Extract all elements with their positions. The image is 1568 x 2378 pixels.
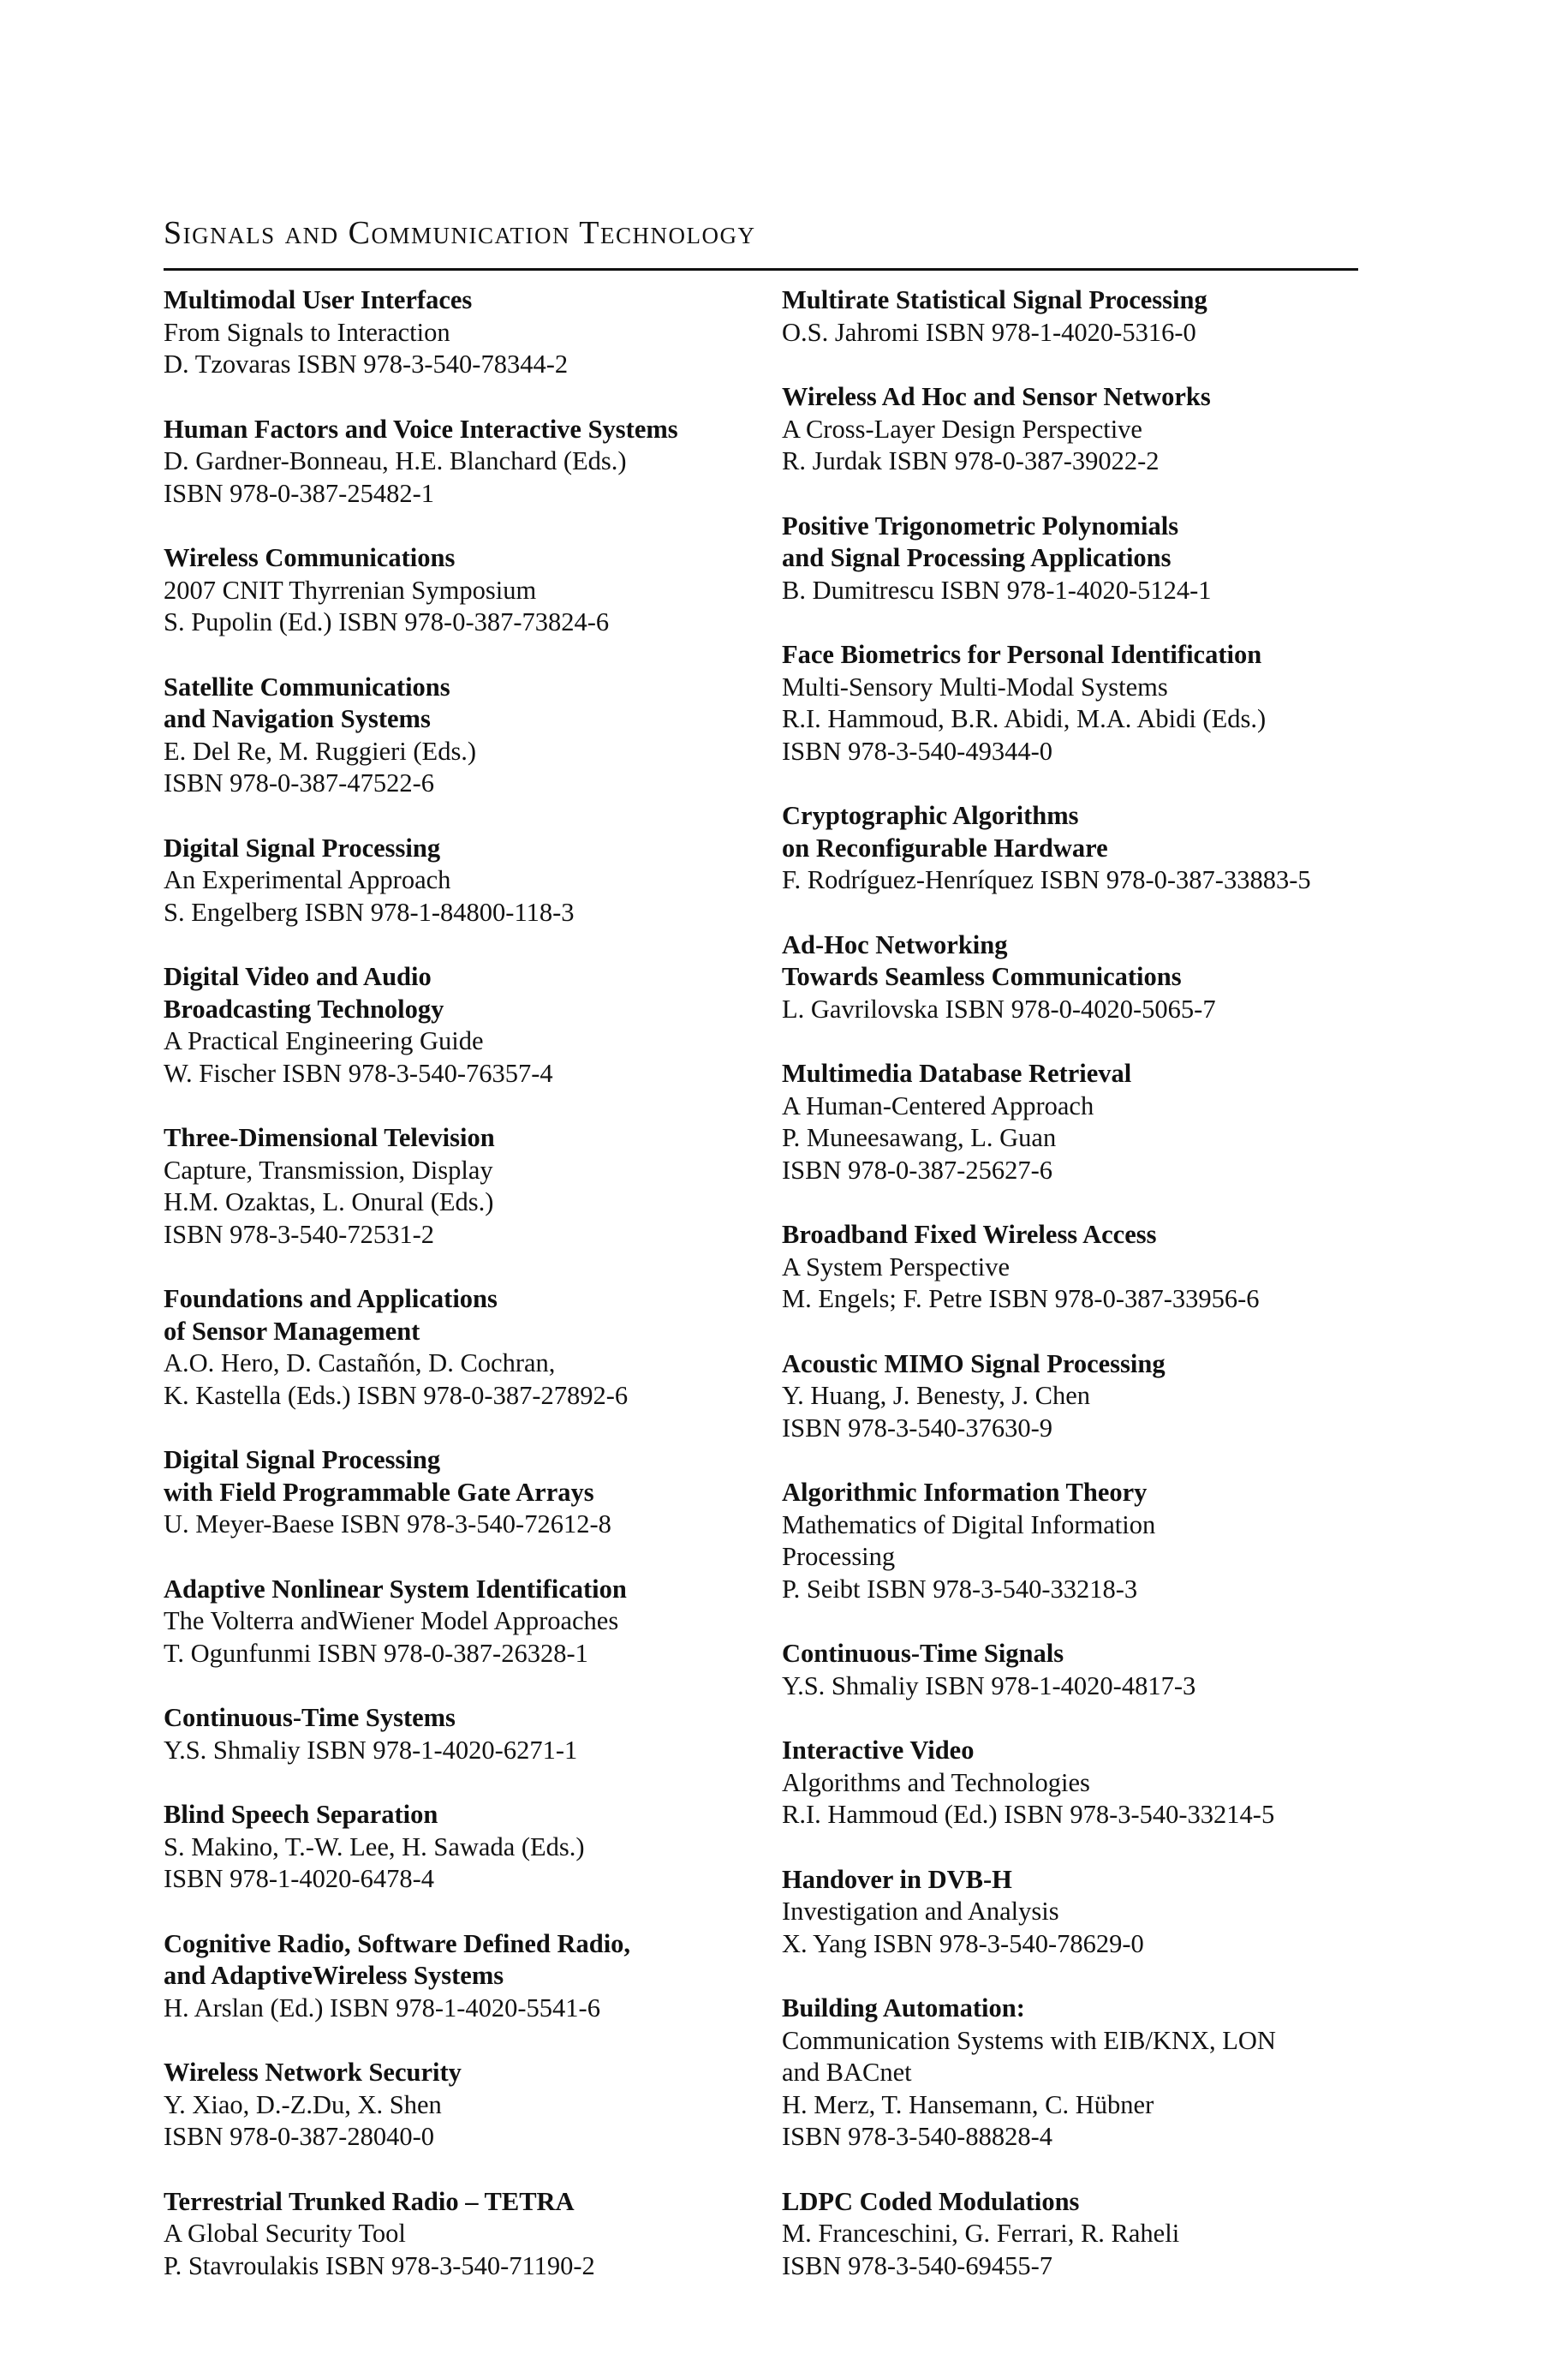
book-entry [782, 1735, 1358, 1831]
book-detail: H. Merz, T. Hansemann, C. Hübner [782, 2089, 1154, 2119]
book-entry [782, 1993, 1358, 2154]
book-entry [164, 284, 754, 381]
series-header [164, 212, 1358, 254]
book-detail: S. Makino, T.-W. Lee, H. Sawada (Eds.) [164, 1831, 585, 1861]
book-entry [164, 961, 754, 1090]
book-title: Cryptographic Algorithms [782, 801, 1079, 830]
book-detail: A Human-Centered Approach [782, 1090, 1094, 1120]
book-title: Digital Signal Processing [164, 833, 441, 863]
book-entry [782, 800, 1358, 897]
book-detail: A Practical Engineering Guide [164, 1026, 484, 1055]
book-entry [164, 1122, 754, 1251]
book-detail: W. Fischer ISBN 978-3-540-76357-4 [164, 1058, 553, 1088]
book-entry [164, 1283, 754, 1412]
left-column [164, 284, 754, 2315]
book-title: Positive Trigonometric Polynomials [782, 511, 1179, 541]
book-detail: ISBN 978-0-387-25482-1 [164, 478, 434, 508]
book-detail: ISBN 978-0-387-28040-0 [164, 2122, 434, 2151]
book-detail: P. Stavroulakis ISBN 978-3-540-71190-2 [164, 2250, 595, 2280]
book-detail: P. Seibt ISBN 978-3-540-33218-3 [782, 1574, 1138, 1604]
book-detail: ISBN 978-3-540-88828-4 [782, 2122, 1052, 2151]
book-title: Multimedia Database Retrieval [782, 1059, 1132, 1088]
book-title: and AdaptiveWireless Systems [164, 1961, 504, 1990]
book-title: Multirate Statistical Signal Processing [782, 285, 1207, 314]
header-rule [164, 268, 1358, 271]
book-entry [164, 542, 754, 639]
book-title: Foundations and Applications [164, 1284, 498, 1313]
book-title: Adaptive Nonlinear System Identification [164, 1574, 627, 1604]
book-entry [782, 381, 1358, 478]
book-title: Broadband Fixed Wireless Access [782, 1220, 1157, 1249]
book-detail: ISBN 978-0-387-47522-6 [164, 768, 434, 798]
book-detail: U. Meyer-Baese ISBN 978-3-540-72612-8 [164, 1509, 611, 1539]
book-detail: M. Franceschini, G. Ferrari, R. Raheli [782, 2219, 1180, 2248]
book-entry [782, 1219, 1358, 1316]
book-entry [164, 672, 754, 800]
book-detail: Y. Xiao, D.-Z.Du, X. Shen [164, 2089, 442, 2119]
book-detail: Y.S. Shmaliy ISBN 978-1-4020-6271-1 [164, 1735, 578, 1765]
book-title: LDPC Coded Modulations [782, 2186, 1080, 2216]
book-title: Cognitive Radio, Software Defined Radio, [164, 1928, 631, 1958]
book-title: of Sensor Management [164, 1316, 420, 1346]
book-title: Ad-Hoc Networking [782, 929, 1008, 959]
book-entry [782, 639, 1358, 768]
book-title: Blind Speech Separation [164, 1800, 438, 1829]
book-detail: O.S. Jahromi ISBN 978-1-4020-5316-0 [782, 317, 1196, 347]
book-title: Face Biometrics for Personal Identification [782, 640, 1262, 669]
book-detail: Investigation and Analysis [782, 1897, 1059, 1926]
book-detail: A System Perspective [782, 1252, 1010, 1282]
book-title: Human Factors and Voice Interactive Systems [164, 414, 678, 444]
book-title: Interactive Video [782, 1736, 975, 1765]
book-title: Continuous-Time Signals [782, 1639, 1064, 1668]
book-title: Digital Signal Processing [164, 1445, 441, 1474]
book-title: Digital Video and Audio [164, 962, 432, 991]
book-detail: D. Tzovaras ISBN 978-3-540-78344-2 [164, 350, 569, 379]
book-entry [782, 511, 1358, 607]
book-detail: From Signals to Interaction [164, 317, 450, 347]
book-entry [164, 1702, 754, 1766]
book-title: Wireless Network Security [164, 2058, 462, 2087]
book-detail: and BACnet [782, 2058, 912, 2087]
book-entry [164, 1574, 754, 1670]
book-entry [164, 1444, 754, 1541]
right-column [782, 284, 1358, 2315]
book-detail: Multi-Sensory Multi-Modal Systems [782, 672, 1168, 702]
book-detail: S. Pupolin (Ed.) ISBN 978-0-387-73824-6 [164, 607, 610, 636]
book-detail: D. Gardner-Bonneau, H.E. Blanchard (Eds.) [164, 446, 627, 475]
book-detail: Mathematics of Digital Information [782, 1509, 1156, 1539]
book-detail: K. Kastella (Eds.) ISBN 978-0-387-27892-6 [164, 1380, 629, 1410]
book-detail: L. Gavrilovska ISBN 978-0-4020-5065-7 [782, 994, 1216, 1024]
book-detail: F. Rodríguez-Henríquez ISBN 978-0-387-33883-5 [782, 865, 1311, 894]
book-detail: A Global Security Tool [164, 2219, 406, 2248]
book-detail: R. Jurdak ISBN 978-0-387-39022-2 [782, 446, 1160, 475]
book-detail: H.M. Ozaktas, L. Onural (Eds.) [164, 1187, 494, 1216]
book-title: Three-Dimensional Television [164, 1123, 495, 1152]
book-detail: E. Del Re, M. Ruggieri (Eds.) [164, 736, 477, 766]
book-detail: T. Ogunfunmi ISBN 978-0-387-26328-1 [164, 1638, 588, 1668]
book-title: Towards Seamless Communications [782, 962, 1182, 991]
book-title: Wireless Ad Hoc and Sensor Networks [782, 382, 1211, 411]
book-detail: 2007 CNIT Thyrrenian Symposium [164, 575, 537, 605]
book-detail: ISBN 978-0-387-25627-6 [782, 1155, 1052, 1185]
book-detail: ISBN 978-3-540-72531-2 [164, 1219, 434, 1249]
book-title: Acoustic MIMO Signal Processing [782, 1348, 1166, 1378]
book-detail: P. Muneesawang, L. Guan [782, 1123, 1057, 1152]
book-detail: H. Arslan (Ed.) ISBN 978-1-4020-5541-6 [164, 1993, 600, 2022]
book-title: with Field Programmable Gate Arrays [164, 1477, 594, 1507]
book-entry [782, 1058, 1358, 1186]
book-entry [782, 1348, 1358, 1445]
book-detail: ISBN 978-3-540-49344-0 [782, 736, 1052, 766]
book-title: Multimodal User Interfaces [164, 285, 473, 314]
book-detail: Algorithms and Technologies [782, 1767, 1090, 1797]
book-detail: M. Engels; F. Petre ISBN 978-0-387-33956-6 [782, 1284, 1260, 1313]
book-detail: X. Yang ISBN 978-3-540-78629-0 [782, 1928, 1144, 1958]
book-detail: ISBN 978-1-4020-6478-4 [164, 1864, 434, 1893]
book-detail: ISBN 978-3-540-69455-7 [782, 2250, 1052, 2280]
book-detail: Processing [782, 1542, 896, 1571]
book-detail: Y.S. Shmaliy ISBN 978-1-4020-4817-3 [782, 1670, 1196, 1700]
book-title: Terrestrial Trunked Radio – TETRA [164, 2186, 575, 2216]
book-entry [164, 414, 754, 511]
book-detail: The Volterra andWiener Model Approaches [164, 1606, 619, 1635]
book-title: Building Automation: [782, 1993, 1025, 2022]
book-entry [164, 2057, 754, 2154]
book-title: Broadcasting Technology [164, 994, 444, 1024]
book-entry [782, 1638, 1358, 1702]
book-detail: B. Dumitrescu ISBN 978-1-4020-5124-1 [782, 575, 1212, 605]
series-title: Signals and Communication Technology [164, 215, 756, 251]
book-entry [782, 2186, 1358, 2283]
book-entry [782, 929, 1358, 1026]
book-detail: A Cross-Layer Design Perspective [782, 414, 1142, 444]
book-title: and Navigation Systems [164, 704, 431, 733]
book-detail: Communication Systems with EIB/KNX, LON [782, 2025, 1276, 2055]
book-detail: Capture, Transmission, Display [164, 1155, 493, 1185]
book-detail: A.O. Hero, D. Castañón, D. Cochran, [164, 1348, 556, 1377]
book-title: Handover in DVB-H [782, 1864, 1012, 1894]
book-title: Continuous-Time Systems [164, 1703, 456, 1732]
book-detail: Y. Huang, J. Benesty, J. Chen [782, 1381, 1091, 1410]
book-title: on Reconfigurable Hardware [782, 833, 1108, 863]
book-entry [164, 2186, 754, 2283]
book-detail: R.I. Hammoud, B.R. Abidi, M.A. Abidi (Eds.) [782, 704, 1267, 733]
book-detail: ISBN 978-3-540-37630-9 [782, 1413, 1052, 1443]
book-entry [164, 1928, 754, 2025]
book-title: and Signal Processing Applications [782, 543, 1172, 572]
book-entry [164, 833, 754, 929]
book-entry [782, 284, 1358, 349]
book-entry [164, 1799, 754, 1896]
book-title: Wireless Communications [164, 543, 456, 572]
book-entry [782, 1864, 1358, 1961]
book-entry [782, 1477, 1358, 1605]
book-detail: R.I. Hammoud (Ed.) ISBN 978-3-540-33214-5 [782, 1800, 1275, 1829]
book-title: Satellite Communications [164, 672, 450, 702]
book-title: Algorithmic Information Theory [782, 1478, 1148, 1507]
book-detail: An Experimental Approach [164, 865, 451, 894]
book-detail: S. Engelberg ISBN 978-1-84800-118-3 [164, 897, 575, 927]
